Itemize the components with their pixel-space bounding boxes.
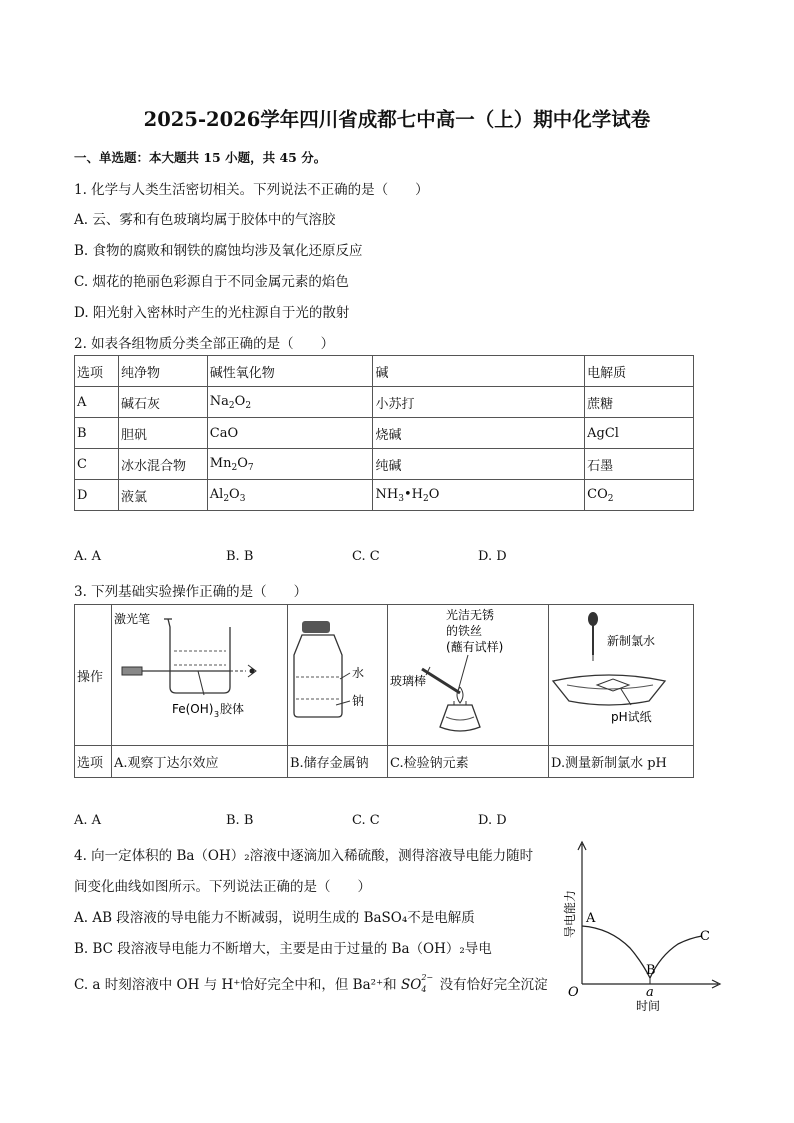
table-header-row: [75, 356, 694, 387]
answer-choice: C. C: [352, 813, 380, 828]
tick-a-label: a: [646, 985, 654, 1000]
laser-pen-label: 激光笔: [114, 612, 151, 626]
table-cell: $Al_2O_3$: [207, 480, 373, 511]
row-label-option: 选项: [75, 746, 112, 778]
figure-tyndall: [112, 605, 288, 746]
table-row: [75, 387, 694, 418]
question-3-stem: 3. 下列基础实验操作正确的是（ ）: [74, 584, 308, 600]
figure-ph-test: [549, 605, 694, 746]
table-cell: 石墨: [585, 449, 694, 480]
table-header: 选项: [75, 356, 119, 387]
answer-choice: A. A: [74, 813, 102, 828]
glass-rod-label: 玻璃棒: [390, 674, 427, 688]
table-cell: 纯碱: [373, 449, 585, 480]
question-1-option-a: A. 云、雾和有色玻璃均属于胶体中的气溶胶: [74, 212, 336, 228]
y-axis-label: 导电能力: [563, 889, 577, 938]
table-cell: CaO: [207, 418, 373, 449]
table-cell: AgCl: [585, 418, 694, 449]
colloid-label-tail: 胶体: [220, 702, 245, 716]
answer-choice: D. D: [478, 549, 507, 564]
table-cell: 烧碱: [373, 418, 585, 449]
sodium-label: 钠: [352, 694, 365, 708]
water-label: 水: [352, 666, 365, 680]
dropper-dish-icon: [549, 605, 693, 741]
table-cell: 胆矾: [118, 418, 207, 449]
table-cell: 碱石灰: [118, 387, 207, 418]
table-row: [75, 418, 694, 449]
colloid-subscript: 3: [214, 710, 220, 719]
question-1-stem: 1. 化学与人类生活密切相关。下列说法不正确的是（ ）: [74, 182, 429, 198]
table-cell: $Na_2O_2$: [207, 387, 373, 418]
question-4-option-b: B. BC 段溶液导电能力不断增大，主要是由于过量的 Ba（OH）₂导电: [74, 941, 492, 957]
experiment-table: [74, 604, 694, 778]
question-4-stem-line1: 4. 向一定体积的 Ba（OH）₂溶液中逐滴加入稀硫酸，测得溶液导电能力随时: [74, 848, 534, 864]
question-1-option-c: C. 烟花的艳丽色彩源自于不同金属元素的焰色: [74, 274, 349, 290]
option-c-text: C. a 时刻溶液中 OH 与 H⁺恰好完全中和，但 Ba²⁺和: [74, 977, 401, 993]
table-cell: 小苏打: [373, 387, 585, 418]
option-cell: C.检验钠元素: [388, 746, 549, 778]
sulfate-ion: SO 2− 4: [400, 972, 434, 994]
classification-table: [74, 355, 694, 511]
question-2-stem: 2. 如表各组物质分类全部正确的是（ ）: [74, 336, 335, 352]
table-row: [75, 480, 694, 511]
table-cell: $NH_3•H_2O$: [373, 480, 585, 511]
wire-label-2: 的铁丝: [446, 624, 483, 638]
answer-choice: C. C: [352, 549, 380, 564]
ph-paper-label: pH试纸: [611, 710, 652, 724]
conductivity-graph: [560, 838, 730, 1016]
wire-label-1: 光洁无锈: [446, 608, 495, 622]
table-cell: 液氯: [118, 480, 207, 511]
table-cell: C: [75, 449, 119, 480]
colloid-label: Fe(OH): [172, 702, 214, 716]
chlorine-water-label: 新制氯水: [607, 634, 656, 648]
table-header: 碱: [373, 356, 585, 387]
table-cell: D: [75, 480, 119, 511]
reagent-bottle-icon: [288, 605, 387, 741]
question-4-stem-line2: 间变化曲线如图所示。下列说法正确的是（ ）: [74, 879, 371, 895]
option-cell: A.观察丁达尔效应: [112, 746, 288, 778]
question-4-option-a: A. AB 段溶液的导电能力不断减弱，说明生成的 BaSO₄不是电解质: [74, 910, 475, 926]
figure-sodium-storage: [288, 605, 388, 746]
origin-label: O: [568, 985, 579, 1000]
x-axis-label: 时间: [636, 999, 661, 1013]
question-4-option-c: [74, 973, 548, 993]
option-row: [75, 746, 694, 778]
table-cell: 蔗糖: [585, 387, 694, 418]
question-1-option-b: B. 食物的腐败和钢铁的腐蚀均涉及氧化还原反应: [74, 243, 363, 259]
option-cell: D.测量新制氯水 pH: [549, 746, 694, 778]
table-header: 碱性氧化物: [207, 356, 373, 387]
table-cell: $CO_2$: [585, 480, 694, 511]
operation-row: [75, 605, 694, 746]
table-cell: $Mn_2O_7$: [207, 449, 373, 480]
answer-choice: B. B: [226, 813, 254, 828]
figure-flame-test: [388, 605, 549, 746]
option-c-tail: 没有恰好完全沉淀: [435, 977, 548, 993]
answer-choice: B. B: [226, 549, 254, 564]
row-label-operation: 操作: [75, 605, 112, 746]
point-b-label: B: [646, 963, 656, 978]
table-cell: 冰水混合物: [118, 449, 207, 480]
table-cell: A: [75, 387, 119, 418]
answer-choice: A. A: [74, 549, 102, 564]
alcohol-lamp-icon: [388, 605, 548, 741]
question-1-option-d: D. 阳光射入密林时产生的光柱源自于光的散射: [74, 305, 350, 321]
answer-choice: D. D: [478, 813, 507, 828]
table-row: [75, 449, 694, 480]
point-c-label: C: [700, 929, 710, 944]
point-a-label: A: [586, 911, 596, 926]
table-header: 电解质: [585, 356, 694, 387]
table-cell: B: [75, 418, 119, 449]
section-heading: 一、单选题：本大题共 15 小题，共 45 分。: [74, 150, 327, 165]
page-title: 2025-2026学年四川省成都七中高一（上）期中化学试卷: [143, 108, 651, 131]
table-header: 纯净物: [118, 356, 207, 387]
option-cell: B.储存金属钠: [288, 746, 388, 778]
tyndall-apparatus-icon: [112, 605, 287, 741]
wire-label-3: (蘸有试样): [446, 640, 504, 654]
